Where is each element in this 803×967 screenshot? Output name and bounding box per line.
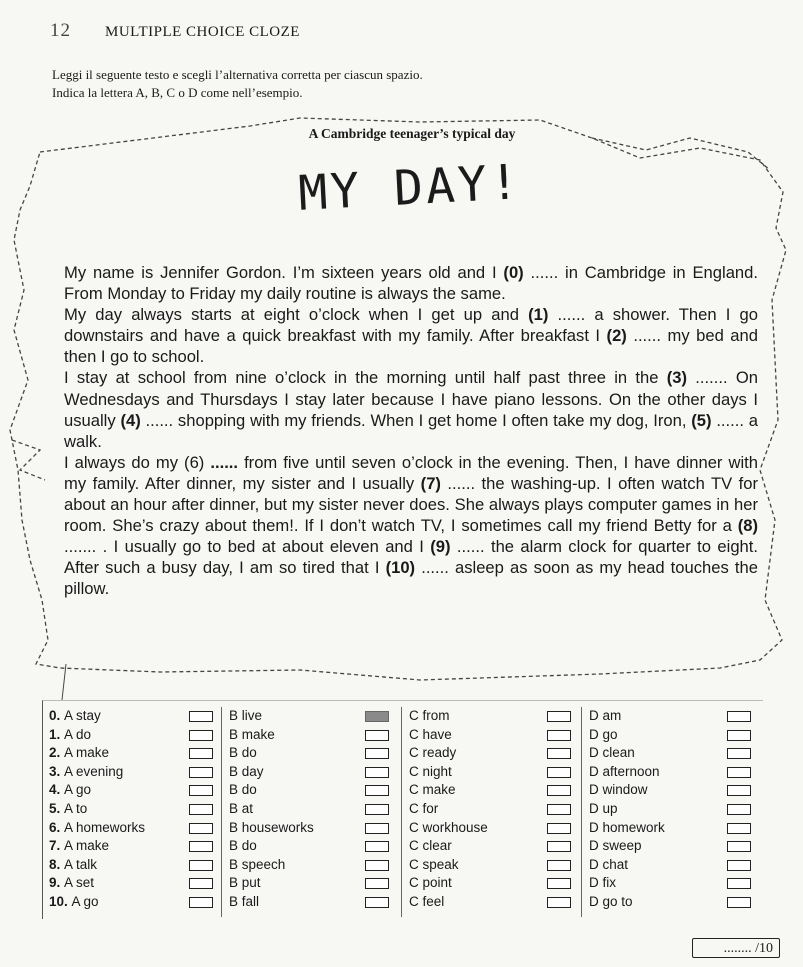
option-label: A evening	[64, 763, 124, 779]
passage-text: ...... asleep as soon as my head touches the pillow.	[64, 558, 758, 599]
answer-checkbox[interactable]	[727, 897, 751, 908]
passage-text: ....... On Wednesdays and Thursdays I stay later because I have piano lessons. On the other days I usually	[64, 368, 758, 430]
option-label: A homeworks	[64, 819, 146, 835]
answer-checkbox[interactable]	[727, 748, 751, 759]
answer-checkbox[interactable]	[727, 785, 751, 796]
option-row	[229, 856, 401, 875]
option-row	[409, 837, 581, 856]
answer-checkbox[interactable]	[727, 823, 751, 834]
option-label: C workhouse	[409, 819, 488, 835]
answer-checkbox[interactable]	[365, 878, 389, 889]
option-label: D chat	[589, 856, 629, 872]
option-row	[589, 837, 759, 856]
option-label: C speak	[409, 856, 459, 872]
option-label: A do	[64, 726, 92, 742]
option-row	[49, 800, 221, 819]
question-number: 10.	[49, 893, 72, 909]
option-label: C clear	[409, 838, 452, 854]
passage-text: My name is Jennifer Gordon. I’m sixteen years old and I	[64, 263, 504, 282]
option-row	[409, 707, 581, 726]
option-row	[409, 893, 581, 912]
answer-checkbox[interactable]	[189, 767, 213, 778]
answer-options-grid	[42, 700, 763, 919]
option-row	[49, 874, 221, 893]
option-row	[229, 819, 401, 838]
option-label: A go	[71, 893, 99, 909]
option-row	[409, 744, 581, 763]
option-row	[229, 837, 401, 856]
passage-paragraph	[64, 452, 758, 600]
question-number: 9.	[49, 875, 65, 891]
answer-checkbox[interactable]	[189, 785, 213, 796]
answer-checkbox[interactable]	[365, 823, 389, 834]
answer-checkbox[interactable]	[189, 878, 213, 889]
option-label: D homework	[589, 819, 665, 835]
answer-checkbox[interactable]	[365, 804, 389, 815]
gap-marker: (0)	[503, 263, 524, 282]
option-row	[589, 893, 759, 912]
option-label: A to	[64, 800, 88, 816]
question-number: 8.	[49, 856, 65, 872]
option-label: B make	[229, 726, 275, 742]
answer-checkbox[interactable]	[365, 730, 389, 741]
option-row	[409, 726, 581, 745]
answer-checkbox[interactable]	[547, 748, 571, 759]
option-row	[409, 763, 581, 782]
option-label: A go	[64, 782, 92, 798]
option-row	[229, 893, 401, 912]
option-row	[49, 837, 221, 856]
gap-marker: (8)	[737, 516, 758, 536]
passage-text: ...... in Cambridge in England. From Monday to Friday my daily routine is always the same.	[64, 263, 759, 304]
option-row	[229, 800, 401, 819]
gap-marker: ......	[210, 452, 239, 472]
option-row	[229, 781, 401, 800]
answer-checkbox[interactable]	[365, 785, 389, 796]
answer-checkbox[interactable]	[365, 748, 389, 759]
options-column-a	[49, 707, 222, 917]
gap-marker: (10)	[385, 558, 416, 578]
answer-checkbox[interactable]	[727, 878, 751, 889]
option-row	[589, 874, 759, 893]
option-row	[409, 781, 581, 800]
option-label: B at	[229, 800, 254, 816]
answer-checkbox[interactable]	[547, 897, 571, 908]
option-row	[49, 893, 221, 912]
question-number: 7.	[49, 838, 65, 854]
gap-marker: (2)	[606, 326, 627, 346]
option-label: D up	[589, 800, 618, 816]
option-row	[409, 800, 581, 819]
options-column-c	[409, 707, 582, 917]
passage-text: I always do my (6)	[64, 452, 211, 472]
option-row	[229, 726, 401, 745]
answer-checkbox[interactable]	[189, 897, 213, 908]
option-label: D am	[589, 708, 622, 723]
question-number: 2.	[49, 745, 65, 761]
answer-checkbox[interactable]	[727, 730, 751, 741]
option-label: D clean	[589, 745, 635, 761]
option-row	[49, 707, 221, 726]
option-row	[49, 744, 221, 763]
option-row	[229, 874, 401, 893]
answer-checkbox[interactable]	[547, 730, 571, 741]
option-row	[49, 781, 221, 800]
answer-checkbox[interactable]	[547, 878, 571, 889]
option-label: D fix	[589, 875, 616, 891]
score-box: ........ /10	[692, 938, 780, 958]
question-number: 1.	[49, 726, 65, 742]
passage-text: ...... the washing-up. I often watch TV for about an hour after dinner, but my sister never does. She always plays computer games in her room. She’s crazy about them!. If I don’t watch TV, I sometimes call my friend Betty for a	[64, 473, 758, 536]
option-row	[409, 874, 581, 893]
option-label: B put	[229, 875, 261, 891]
answer-checkbox[interactable]	[727, 841, 751, 852]
question-number: 5.	[49, 800, 65, 816]
answer-checkbox[interactable]	[365, 897, 389, 908]
instruction-line: Indica la lettera A, B, C o D come nell’esempio.	[52, 85, 303, 100]
exercise-number: 12	[50, 20, 71, 41]
options-column-d	[589, 707, 759, 917]
option-label: D window	[589, 782, 648, 798]
option-label: B do	[229, 782, 257, 798]
option-label: C for	[409, 800, 439, 816]
answer-checkbox[interactable]	[189, 841, 213, 852]
answer-checkbox[interactable]	[547, 711, 571, 722]
answer-checkbox[interactable]	[547, 767, 571, 778]
option-label: C make	[409, 782, 456, 798]
instruction-line: Leggi il seguente testo e scegli l’alternativa corretta per ciascun spazio.	[52, 67, 423, 82]
option-row	[589, 856, 759, 875]
passage-text: I stay at school from nine o’clock in the morning until half past three in the	[64, 368, 667, 388]
option-label: A make	[64, 838, 110, 854]
answer-checkbox[interactable]	[189, 748, 213, 759]
option-row	[589, 744, 759, 763]
section-title: MULTIPLE CHOICE CLOZE	[105, 24, 300, 40]
cloze-passage	[64, 262, 758, 600]
option-label: C night	[409, 763, 452, 779]
option-label: C have	[409, 726, 452, 742]
answer-checkbox[interactable]	[365, 711, 389, 722]
answer-checkbox[interactable]	[189, 730, 213, 741]
option-label: D go	[589, 726, 618, 742]
gap-marker: (5)	[691, 410, 712, 430]
passage-text: ...... shopping with my friends. When I get home I often take my dog, Iron,	[140, 410, 692, 430]
option-row	[409, 819, 581, 838]
option-label: A make	[64, 745, 110, 761]
option-row	[229, 707, 401, 726]
question-number: 3.	[49, 763, 65, 779]
passage-text: ....... . I usually go to bed at about eleven and I	[64, 537, 431, 557]
answer-checkbox[interactable]	[189, 804, 213, 815]
passage-text: ...... my bed and then I go to school.	[64, 326, 758, 367]
option-row	[589, 800, 759, 819]
option-row	[589, 707, 759, 726]
answer-checkbox[interactable]	[365, 860, 389, 871]
gap-marker: (9)	[430, 537, 451, 557]
option-label: A stay	[64, 708, 101, 723]
answer-checkbox[interactable]	[727, 860, 751, 871]
answer-checkbox[interactable]	[189, 711, 213, 722]
gap-marker: (3)	[666, 368, 688, 388]
option-label: B speech	[229, 856, 286, 872]
answer-checkbox[interactable]	[547, 785, 571, 796]
question-number: 4.	[49, 782, 65, 798]
passage-paragraph	[64, 367, 758, 451]
answer-checkbox[interactable]	[547, 841, 571, 852]
passage-text: ...... a shower. Then I go downstairs and have a quick breakfast with my family. After breakfast I	[64, 305, 758, 346]
option-row	[229, 763, 401, 782]
option-label: D sweep	[589, 838, 642, 854]
answer-checkbox[interactable]	[547, 860, 571, 871]
option-label: D go to	[589, 893, 633, 909]
answer-checkbox[interactable]	[727, 767, 751, 778]
passage-text: from five until seven o’clock in the evening. Then, I have dinner with my family. After dinner, my sister and I usually	[64, 452, 758, 493]
option-label: C feel	[409, 893, 445, 909]
passage-text: ...... a walk.	[64, 410, 758, 451]
option-row	[49, 856, 221, 875]
option-label: B do	[229, 838, 257, 854]
option-label: A set	[64, 875, 95, 891]
option-row	[49, 819, 221, 838]
option-row	[229, 744, 401, 763]
gap-marker: (4)	[120, 410, 141, 430]
option-row	[589, 781, 759, 800]
option-label: C point	[409, 875, 452, 891]
option-label: A talk	[64, 856, 98, 872]
answer-checkbox[interactable]	[189, 860, 213, 871]
answer-checkbox[interactable]	[547, 823, 571, 834]
option-row	[589, 763, 759, 782]
options-column-b	[229, 707, 402, 917]
answer-checkbox[interactable]	[547, 804, 571, 815]
option-label: C from	[409, 708, 450, 723]
answer-checkbox[interactable]	[365, 767, 389, 778]
option-row	[49, 763, 221, 782]
option-row	[409, 856, 581, 875]
passage-text: ...... the alarm clock for quarter to eight. After such a busy day, I am so tired that I	[64, 537, 758, 578]
answer-checkbox[interactable]	[727, 804, 751, 815]
option-label: B do	[229, 745, 257, 761]
question-number: 0.	[49, 708, 65, 723]
answer-checkbox[interactable]	[365, 841, 389, 852]
answer-checkbox[interactable]	[727, 711, 751, 722]
option-label: D afternoon	[589, 763, 660, 779]
option-label: B live	[229, 708, 263, 723]
option-label: B fall	[229, 893, 260, 909]
question-number: 6.	[49, 819, 65, 835]
option-label: B houseworks	[229, 819, 314, 835]
passage-paragraph	[64, 304, 758, 367]
headline: MY DAY!	[297, 154, 523, 222]
passage-text: My day always starts at eight o’clock when I get up and	[64, 305, 529, 325]
option-row	[589, 726, 759, 745]
subtitle: A Cambridge teenager’s typical day	[308, 126, 516, 141]
option-row	[589, 819, 759, 838]
gap-marker: (7)	[420, 473, 441, 493]
option-label: C ready	[409, 745, 457, 761]
answer-checkbox[interactable]	[189, 823, 213, 834]
gap-marker: (1)	[528, 305, 549, 325]
option-label: B day	[229, 763, 264, 779]
passage-paragraph	[64, 262, 758, 304]
option-row	[49, 726, 221, 745]
